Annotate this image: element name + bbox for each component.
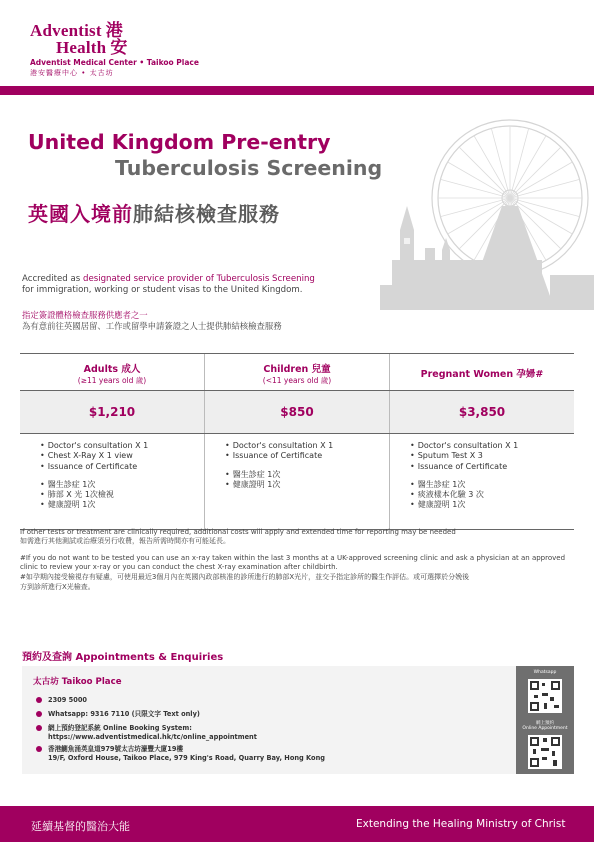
appointments-title: 預約及查詢 Appointments & Enquiries (22, 652, 224, 663)
list-item: • Doctor's consultation X 1 (410, 441, 574, 451)
category-name: Pregnant Women 孕婦# (420, 369, 544, 380)
logo-char-2: 安 (110, 38, 128, 57)
whatsapp-number[interactable]: Whatsapp: 9316 7110 (只限文字 Text only) (48, 710, 200, 718)
list-item: • Doctor's consultation X 1 (225, 441, 389, 451)
note-additional-costs-cn: 如需進行其他測試或治療須另行收費，報告所需時間亦有可能延長。 (20, 537, 230, 545)
accreditation-cn (22, 310, 282, 332)
price-table-header-row (20, 354, 574, 391)
header-children (204, 354, 389, 390)
note-pregnancy-cn-2: 方到診所進行X光檢查。 (20, 583, 95, 591)
list-item: • 醫生診症 1次 (410, 480, 574, 490)
note-additional-costs-en: If other tests or treatment are clinically required, additional costs will apply and extended time for reporting may be needed (20, 528, 456, 536)
qr-whatsapp-label: Whatsapp (533, 670, 557, 675)
logo-subtitle-cn: 港安醫療中心 • 太古坊 (30, 69, 114, 77)
booking-system-label: 網上預約登記系統 Online Booking System: (48, 724, 192, 732)
booking-url-link[interactable]: https://www.adventistmedical.hk/tc/online_appointment (48, 733, 257, 741)
globe-icon (36, 725, 42, 731)
accreditation-highlight: designated service provider of Tuberculosis Screening (82, 274, 315, 284)
items-adults (20, 434, 204, 529)
items-pregnant-women (389, 434, 574, 529)
note-pregnancy-en-2: clinic to review your x-ray or you can conduct the chest X-ray examination after childbirth. (20, 563, 338, 571)
price-table-price-row (20, 391, 574, 434)
address-en: 19/F, Oxford House, Taikoo Place, 979 King's Road, Quarry Bay, Hong Kong (48, 754, 325, 762)
logo-subtitle-en: Adventist Medical Center • Taikoo Place (30, 58, 199, 67)
accreditation-cn-line2: 為有意前往英國居留、工作或留學申請簽證之人士提供肺結核檢查服務 (22, 321, 282, 331)
logo-char-1: 港 (105, 21, 123, 40)
list-item: • Chest X-Ray X 1 view (40, 451, 204, 461)
logo (30, 22, 199, 78)
note-pregnancy-en-1: #If you do not want to be tested you can use an x-ray taken within the last 3 months at a UK-approved screening clinic and ask a physician at an approved (20, 554, 566, 562)
london-skyline-illustration (380, 110, 594, 310)
category-age: (<11 years old 歲) (262, 376, 332, 385)
price-adults: $1,210 (88, 405, 136, 419)
price-pregnant-women: $3,850 (389, 391, 574, 433)
qr-online-label-en: Online Appointment (522, 726, 568, 731)
title-cn-rest: 肺結核檢查服務 (133, 202, 280, 226)
logo-word-health: Health (56, 38, 107, 57)
list-item: • 健康證明 1次 (40, 500, 204, 510)
qr-online-label-cn: 網上預約 (536, 721, 554, 726)
list-item: • Issuance of Certificate (225, 451, 389, 461)
category-name: Adults 成人 (83, 364, 141, 375)
title-chinese (28, 198, 280, 227)
logo-word-adventist: Adventist (30, 21, 102, 40)
address-cn: 香港鰂魚涌英皇道979號太古坊濠豐大廈19樓 (48, 745, 184, 753)
qr-code-panel (516, 666, 574, 774)
title-cn-highlight: 英國入境前 (28, 202, 133, 226)
items-children (204, 434, 389, 529)
list-item: • 健康證明 1次 (225, 480, 389, 490)
accreditation-en (22, 274, 315, 296)
whatsapp-icon (36, 711, 42, 717)
list-item: • 肺部 X 光 1次檢視 (40, 490, 204, 500)
phone-number[interactable]: 2309 5000 (48, 696, 87, 704)
list-item: • Issuance of Certificate (410, 462, 574, 472)
header-adults (20, 354, 204, 390)
footer-slogan-cn: 延續基督的醫治大能 (31, 820, 130, 833)
accreditation-cn-line1: 指定簽證體格檢查服務供應者之一 (22, 310, 148, 320)
price-children: $850 (204, 391, 389, 433)
location-pin-icon (36, 746, 42, 752)
accreditation-prefix: Accredited as (22, 274, 83, 284)
title-line-1: United Kingdom Pre-entry (28, 130, 331, 154)
price-table (20, 353, 574, 530)
list-item: • Issuance of Certificate (40, 462, 204, 472)
list-item: • 醫生診症 1次 (40, 480, 204, 490)
list-item: • Sputum Test X 3 (410, 451, 574, 461)
list-item: • Doctor's consultation X 1 (40, 441, 204, 451)
footer-slogan-en: Extending the Healing Ministry of Christ (356, 818, 566, 830)
header-pregnant-women (389, 354, 574, 390)
location-name: 太古坊 Taikoo Place (33, 677, 122, 687)
phone-icon (36, 697, 42, 703)
note-pregnancy-cn-1: #如孕期內接受檢視存有疑慮，可使用最近3個月內在英國內政部核准的診所進行的肺部X光片，並交予指定診所的醫生作評估。或可選擇於分娩後 (20, 573, 470, 581)
list-item: • 醫生診症 1次 (225, 470, 389, 480)
list-item: • 健康證明 1次 (410, 500, 574, 510)
title-line-2: Tuberculosis Screening (115, 156, 383, 180)
price-table-items-row (20, 434, 574, 529)
whatsapp-qr-code-icon[interactable] (528, 679, 562, 713)
top-divider-bar (0, 86, 594, 95)
category-age: (≥11 years old 歲) (77, 376, 147, 385)
online-appointment-qr-code-icon[interactable] (528, 735, 562, 769)
category-name: Children 兒童 (263, 364, 331, 375)
list-item: • 痰液樣本化驗 3 次 (410, 490, 574, 500)
accreditation-line2: for immigration, working or student visas to the United Kingdom. (22, 285, 303, 295)
